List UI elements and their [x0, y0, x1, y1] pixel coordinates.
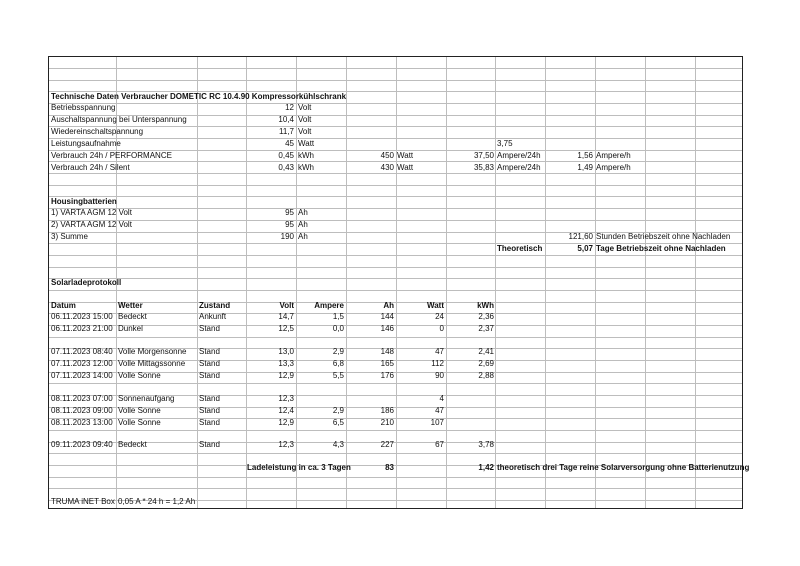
- tech-value[interactable]: 12: [285, 103, 294, 112]
- cell-watt[interactable]: 90: [435, 371, 444, 380]
- grid-row-line: [49, 302, 742, 303]
- tech-unit[interactable]: Volt: [298, 115, 312, 124]
- cell-volt[interactable]: 13,3: [278, 359, 294, 368]
- tech-title[interactable]: Technische Daten Verbraucher DOMETIC RC 10.4.90 Kompressorkühlschrank: [51, 92, 347, 101]
- cell-kwh[interactable]: 2,69: [478, 359, 494, 368]
- tech-label[interactable]: Verbrauch 24h / PERFORMANCE: [51, 151, 172, 160]
- tech-label[interactable]: Auschaltspannung bei Unterspannung: [51, 115, 187, 124]
- cell-wetter[interactable]: Volle Morgensonne: [118, 347, 187, 356]
- cell-volt[interactable]: 12,9: [278, 371, 294, 380]
- tech-label[interactable]: Betriebsspannung: [51, 103, 116, 112]
- summary-label[interactable]: Ladeleistung in ca. 3 Tagen: [247, 463, 351, 472]
- tech-value[interactable]: 10,4: [278, 115, 294, 124]
- tech-watt[interactable]: 430: [380, 163, 394, 172]
- grid-row-line: [49, 267, 742, 268]
- cell-volt[interactable]: 14,7: [278, 312, 294, 321]
- cell-kwh[interactable]: 3,78: [478, 440, 494, 449]
- cell-zustand[interactable]: Stand: [199, 394, 220, 403]
- tech-watt-unit[interactable]: Watt: [397, 163, 414, 172]
- tech-unit[interactable]: kWh: [298, 151, 314, 160]
- header-ampere[interactable]: Ampere: [314, 301, 344, 310]
- cell-ampere[interactable]: 6,5: [332, 418, 344, 427]
- cell-wetter[interactable]: Sonnenaufgang: [118, 394, 175, 403]
- header-zustand[interactable]: Zustand: [199, 301, 231, 310]
- header-kwh[interactable]: kWh: [477, 301, 494, 310]
- grid-row-line: [49, 477, 742, 478]
- cell-ampere[interactable]: 1,5: [332, 312, 344, 321]
- summary-text[interactable]: theoretisch drei Tage reine Solarversorgung ohne Batterienutzung: [497, 463, 750, 472]
- battery-value[interactable]: 190: [280, 232, 294, 241]
- header-volt[interactable]: Volt: [279, 301, 294, 310]
- grid-row-line: [49, 173, 742, 174]
- cell-datum[interactable]: 06.11.2023 15:00: [51, 312, 113, 321]
- cell-ampere[interactable]: 0,0: [332, 324, 344, 333]
- cell-zustand[interactable]: Stand: [199, 440, 220, 449]
- tech-ah[interactable]: 37,50: [473, 151, 494, 160]
- cell-datum[interactable]: 09.11.2023 09:40: [51, 440, 113, 449]
- tech-ah-unit[interactable]: Ampere/24h: [497, 163, 541, 172]
- grid-row-line: [49, 325, 742, 326]
- cell-volt[interactable]: 12,3: [278, 440, 294, 449]
- tech-label[interactable]: Leistungsaufnahme: [51, 139, 121, 148]
- cell-wetter[interactable]: Volle Mittagssonne: [118, 359, 186, 368]
- tech-value[interactable]: 0,45: [278, 151, 294, 160]
- grid-row-line: [49, 453, 742, 454]
- battery-unit[interactable]: Ah: [298, 232, 308, 241]
- grid-row-line: [49, 80, 742, 81]
- grid-row-line: [49, 383, 742, 384]
- grid-column-line: [197, 57, 198, 508]
- cell-volt[interactable]: 13,0: [278, 347, 294, 356]
- cell-datum[interactable]: 08.11.2023 13:00: [51, 418, 113, 427]
- battery-value[interactable]: 95: [285, 220, 294, 229]
- cell-watt[interactable]: 47: [435, 347, 444, 356]
- summary-ah[interactable]: 83: [385, 463, 394, 472]
- cell-watt[interactable]: 112: [431, 359, 444, 368]
- battery-title[interactable]: Housingbatterien: [51, 197, 117, 206]
- tech-label[interactable]: Verbrauch 24h / Silent: [51, 163, 130, 172]
- battery-unit[interactable]: Ah: [298, 208, 308, 217]
- tech-ph-unit[interactable]: Ampere/h: [596, 151, 631, 160]
- tech-watt[interactable]: 450: [380, 151, 394, 160]
- battery-label[interactable]: 1) VARTA AGM 12 Volt: [51, 208, 132, 217]
- cell-ampere[interactable]: 2,9: [332, 406, 344, 415]
- cell-ah[interactable]: 176: [380, 371, 394, 380]
- cell-zustand[interactable]: Stand: [199, 371, 220, 380]
- cell-watt[interactable]: 107: [430, 418, 444, 427]
- cell-wetter[interactable]: Volle Sonne: [118, 371, 161, 380]
- grid-column-line: [545, 57, 546, 508]
- cell-volt[interactable]: 12,9: [278, 418, 294, 427]
- tech-value[interactable]: 11,7: [279, 127, 294, 136]
- battery-label[interactable]: 2) VARTA AGM 12 Volt: [51, 220, 132, 229]
- cell-zustand[interactable]: Stand: [199, 359, 220, 368]
- header-watt[interactable]: Watt: [426, 301, 444, 310]
- cell-kwh[interactable]: 2,36: [478, 312, 494, 321]
- truma-label[interactable]: TRUMA iNET Box: [51, 497, 115, 506]
- cell-watt[interactable]: 4: [439, 394, 444, 403]
- grid-row-line: [49, 430, 742, 431]
- grid-row-line: [49, 220, 742, 221]
- battery-unit[interactable]: Ah: [298, 220, 308, 229]
- grid-row-line: [49, 290, 742, 291]
- battery-hours-text[interactable]: Stunden Betriebszeit ohne Nachladen: [596, 232, 731, 241]
- cell-zustand[interactable]: Ankunft: [199, 312, 227, 321]
- header-datum[interactable]: Datum: [51, 301, 76, 310]
- cell-zustand[interactable]: Stand: [199, 347, 220, 356]
- tech-unit[interactable]: Volt: [298, 103, 312, 112]
- grid-row-line: [49, 337, 742, 338]
- summary-value[interactable]: 1,42: [478, 463, 494, 472]
- cell-ah[interactable]: 186: [380, 406, 394, 415]
- cell-ampere[interactable]: 2,9: [332, 347, 344, 356]
- cell-ah[interactable]: 144: [380, 312, 394, 321]
- cell-wetter[interactable]: Volle Sonne: [118, 418, 161, 427]
- cell-watt[interactable]: 24: [435, 312, 444, 321]
- grid-row-line: [49, 255, 742, 256]
- grid-row-line: [49, 208, 742, 209]
- cell-wetter[interactable]: Bedeckt: [118, 312, 147, 321]
- solar-title[interactable]: Solarladeprotokoll: [51, 278, 122, 287]
- battery-days-value[interactable]: 5,07: [577, 244, 593, 253]
- header-wetter[interactable]: Wetter: [118, 301, 143, 310]
- grid-row-line: [49, 196, 742, 197]
- grid-column-line: [595, 57, 596, 508]
- cell-datum[interactable]: 07.11.2023 12:00: [51, 359, 113, 368]
- cell-ah[interactable]: 227: [380, 440, 394, 449]
- cell-ah[interactable]: 210: [380, 418, 394, 427]
- grid-row-line: [49, 103, 742, 104]
- grid-row-line: [49, 313, 742, 314]
- grid-column-line: [695, 57, 696, 508]
- cell-ah[interactable]: 148: [380, 347, 394, 356]
- cell-ampere[interactable]: 5,5: [332, 371, 344, 380]
- cell-zustand[interactable]: Stand: [199, 418, 220, 427]
- cell-ampere[interactable]: 4,3: [332, 440, 344, 449]
- grid-row-line: [49, 442, 742, 443]
- cell-zustand[interactable]: Stand: [199, 324, 220, 333]
- tech-extra[interactable]: 3,75: [497, 139, 513, 148]
- cell-datum[interactable]: 08.11.2023 07:00: [51, 394, 113, 403]
- grid-column-line: [645, 57, 646, 508]
- grid-row-line: [49, 185, 742, 186]
- grid-row-line: [49, 278, 742, 279]
- tech-unit[interactable]: Watt: [298, 139, 315, 148]
- cell-zustand[interactable]: Stand: [199, 406, 220, 415]
- cell-kwh[interactable]: 2,41: [478, 347, 494, 356]
- grid-column-line: [495, 57, 496, 508]
- tech-ph-unit[interactable]: Ampere/h: [596, 163, 631, 172]
- theoretisch-label[interactable]: Theoretisch: [497, 244, 543, 253]
- grid-row-line: [49, 161, 742, 162]
- tech-value[interactable]: 0,43: [278, 163, 294, 172]
- cell-kwh[interactable]: 2,88: [478, 371, 494, 380]
- cell-datum[interactable]: 08.11.2023 09:00: [51, 406, 113, 415]
- cell-wetter[interactable]: Dunkel: [118, 324, 143, 333]
- battery-days-text[interactable]: Tage Betriebszeit ohne Nachladen: [596, 244, 726, 253]
- tech-ah-unit[interactable]: Ampere/24h: [497, 151, 541, 160]
- cell-ah[interactable]: 165: [380, 359, 394, 368]
- cell-watt[interactable]: 47: [435, 406, 444, 415]
- battery-hours-value[interactable]: 121,60: [568, 232, 593, 241]
- cell-datum[interactable]: 07.11.2023 08:40: [51, 347, 113, 356]
- grid-row-line: [49, 138, 742, 139]
- cell-volt[interactable]: 12,4: [278, 406, 294, 415]
- battery-label[interactable]: 3) Summe: [51, 232, 88, 241]
- spreadsheet: [48, 56, 750, 509]
- cell-volt[interactable]: 12,5: [278, 324, 294, 333]
- cell-ah[interactable]: 146: [380, 324, 394, 333]
- tech-ph[interactable]: 1,56: [577, 151, 593, 160]
- cell-watt[interactable]: 67: [435, 440, 444, 449]
- cell-volt[interactable]: 12,3: [278, 394, 294, 403]
- cell-watt[interactable]: 0: [439, 324, 444, 333]
- cell-datum[interactable]: 06.11.2023 21:00: [51, 324, 113, 333]
- cell-ampere[interactable]: 6,8: [332, 359, 344, 368]
- tech-ah[interactable]: 35,83: [473, 163, 494, 172]
- tech-watt-unit[interactable]: Watt: [397, 151, 414, 160]
- tech-ph[interactable]: 1,49: [577, 163, 593, 172]
- header-ah[interactable]: Ah: [383, 301, 394, 310]
- tech-label[interactable]: Wiedereinschaltspannung: [51, 127, 144, 136]
- cell-wetter[interactable]: Bedeckt: [118, 440, 147, 449]
- grid-row-line: [49, 488, 742, 489]
- truma-value[interactable]: 0,05 A * 24 h = 1,2 Ah: [118, 497, 196, 506]
- battery-value[interactable]: 95: [285, 208, 294, 217]
- tech-unit[interactable]: kWh: [298, 163, 314, 172]
- tech-value[interactable]: 45: [285, 139, 294, 148]
- cell-kwh[interactable]: 2,37: [478, 324, 494, 333]
- cell-datum[interactable]: 07.11.2023 14:00: [51, 371, 113, 380]
- cell-wetter[interactable]: Volle Sonne: [118, 406, 161, 415]
- tech-unit[interactable]: Volt: [298, 127, 312, 136]
- grid-row-line: [49, 126, 742, 127]
- grid-row-line: [49, 68, 742, 69]
